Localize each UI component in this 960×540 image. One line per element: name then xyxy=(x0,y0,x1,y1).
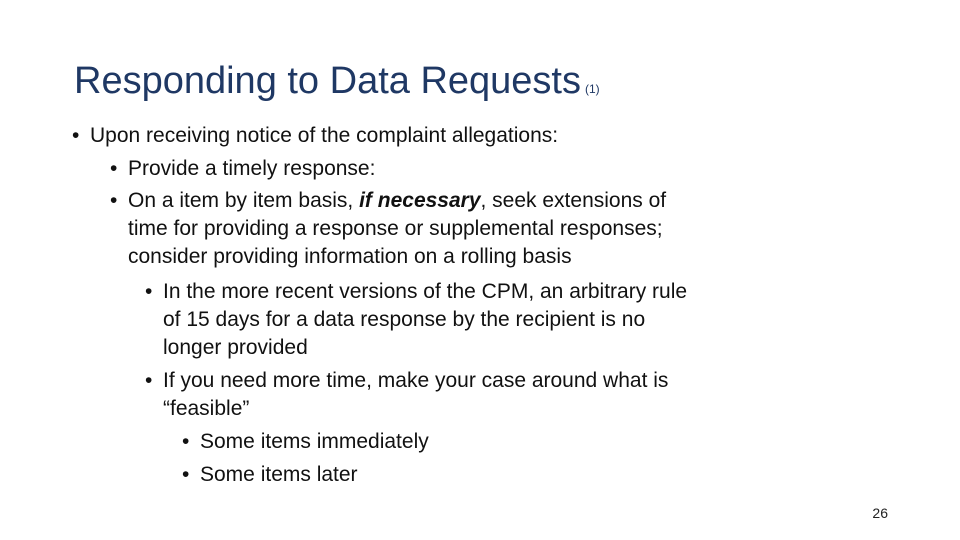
bullet-text: On a item by item basis, xyxy=(128,189,354,212)
slide-title-suffix: (1) xyxy=(585,82,600,96)
page-number: 26 xyxy=(872,505,888,521)
bullet-text: In the more recent versions of the CPM, an arbitrary rule xyxy=(163,280,688,303)
bullet-text: Provide a timely response: xyxy=(128,157,376,180)
bullet-text: Upon receiving notice of the complaint allegations: xyxy=(90,124,559,147)
bullet-items-immediately xyxy=(182,428,429,456)
bullet-more-time xyxy=(145,367,669,395)
bullet-text: longer provided xyxy=(163,336,308,359)
bullet-glyph: • xyxy=(110,189,118,212)
bullet-upon-receiving xyxy=(72,122,559,150)
bullet-emphasis: if necessary xyxy=(359,189,481,212)
bullet-cpm-rule-line3 xyxy=(163,334,308,362)
bullet-item-by-item xyxy=(110,187,667,215)
bullet-item-by-item-line3 xyxy=(128,243,572,271)
bullet-text: “feasible” xyxy=(163,397,250,420)
bullet-glyph: • xyxy=(182,463,190,486)
bullet-items-later xyxy=(182,461,358,489)
bullet-glyph: • xyxy=(145,369,153,392)
bullet-cpm-rule xyxy=(145,278,688,306)
bullet-cpm-rule-line2 xyxy=(163,306,645,334)
bullet-glyph: • xyxy=(182,430,190,453)
bullet-text: of 15 days for a data response by the recipient is no xyxy=(163,308,646,331)
bullet-text: time for providing a response or supplemental responses; xyxy=(128,217,663,240)
bullet-text: consider providing information on a rolling basis xyxy=(128,245,572,268)
bullet-text: If you need more time, make your case around what is xyxy=(163,369,669,392)
bullet-item-by-item-line2 xyxy=(128,215,663,243)
bullet-timely-response xyxy=(110,155,376,183)
slide-title xyxy=(74,58,600,112)
bullet-glyph: • xyxy=(72,124,80,147)
slide-title-text: Responding to Data Requests xyxy=(74,60,581,102)
bullet-text-cont: , seek extensions of xyxy=(480,189,667,212)
bullet-glyph: • xyxy=(145,280,153,303)
bullet-text: Some items immediately xyxy=(200,430,429,453)
bullet-text: Some items later xyxy=(200,463,358,486)
bullet-glyph: • xyxy=(110,157,118,180)
bullet-more-time-line2 xyxy=(163,395,249,423)
